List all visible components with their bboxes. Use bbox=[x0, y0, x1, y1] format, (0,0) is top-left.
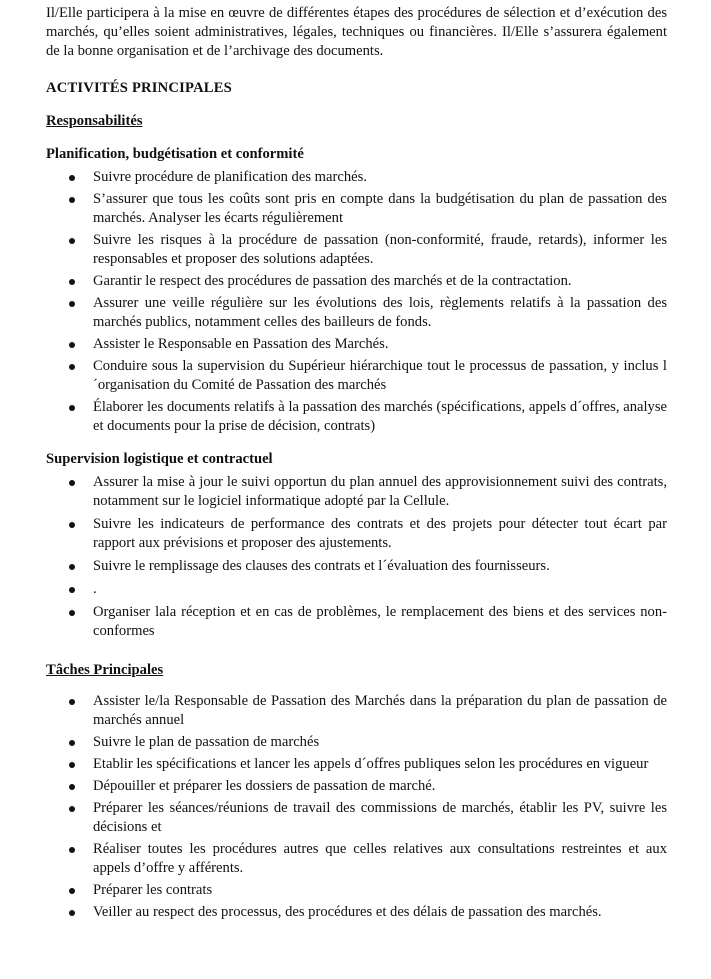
list-item-text: Élaborer les documents relatifs à la passation des marchés (spécifications, appels d´offres, analyse et documents pour la prise de décision, contrats) bbox=[93, 399, 667, 434]
list-item-text: Dépouiller et préparer les dossiers de passation de marché. bbox=[93, 778, 436, 794]
list-item bbox=[46, 840, 667, 878]
list-item bbox=[46, 777, 667, 796]
list-item-text: Conduire sous la supervision du Supérieur hiérarchique tout le processus de passation, y inclus l´organisation du Comité de Passation des marchés bbox=[93, 358, 667, 393]
list-item bbox=[46, 231, 667, 269]
bullet-icon bbox=[69, 564, 75, 570]
list-item bbox=[46, 881, 667, 900]
bullet-icon bbox=[69, 910, 75, 916]
bullet-icon bbox=[69, 342, 75, 348]
list-item bbox=[46, 335, 667, 354]
taches-list bbox=[46, 692, 667, 922]
bullet-icon bbox=[69, 301, 75, 307]
bullet-icon bbox=[69, 522, 75, 528]
list-item bbox=[46, 733, 667, 752]
bullet-icon bbox=[69, 610, 75, 616]
list-item bbox=[46, 515, 667, 553]
list-item bbox=[46, 190, 667, 228]
list-item bbox=[46, 799, 667, 837]
list-item bbox=[46, 603, 667, 641]
list-item-text: . bbox=[93, 581, 97, 597]
bullet-icon bbox=[69, 847, 75, 853]
list-item-text: Assurer la mise à jour le suivi opportun du plan annuel des approvisionnement suivi des contrats, notamment sur le logiciel informatique adopté par la Cellule. bbox=[93, 474, 667, 509]
list-item bbox=[46, 357, 667, 395]
list-item bbox=[46, 903, 667, 922]
bullet-icon bbox=[69, 364, 75, 370]
list-item-text: Assister le/la Responsable de Passation des Marchés dans la préparation du plan de passation de marchés annuel bbox=[93, 693, 667, 728]
responsabilites-heading: Responsabilités bbox=[46, 113, 143, 129]
list-item-text: Assurer une veille régulière sur les évolutions des lois, règlements relatifs à la passation des marchés publics, notamment celles des bailleurs de fonds. bbox=[93, 295, 667, 330]
list-item-text: S’assurer que tous les coûts sont pris en compte dans la budgétisation du plan de passation des marchés. Analyser les écarts régulièrement bbox=[93, 191, 667, 226]
bullet-icon bbox=[69, 238, 75, 244]
list-item bbox=[46, 557, 667, 576]
list-item-text: Préparer les contrats bbox=[93, 882, 213, 898]
list-item-text: Préparer les séances/réunions de travail des commissions de marchés, établir les PV, suivre les décisions et bbox=[93, 800, 667, 835]
bullet-icon bbox=[69, 806, 75, 812]
section2-heading: Supervision logistique et contractuel bbox=[46, 451, 273, 467]
list-item-text: Suivre les risques à la procédure de passation (non-conformité, fraude, retards), informer les responsables et proposer des solutions adaptées. bbox=[93, 232, 667, 267]
bullet-icon bbox=[69, 740, 75, 746]
list-item-text: Organiser lala réception et en cas de problèmes, le remplacement des biens et des services non-conformes bbox=[93, 604, 667, 639]
list-item-text: Assister le Responsable en Passation des Marchés. bbox=[93, 336, 389, 352]
list-item bbox=[46, 294, 667, 332]
bullet-icon bbox=[69, 175, 75, 181]
list-item bbox=[46, 272, 667, 291]
intro-paragraph: Il/Elle participera à la mise en œuvre de différentes étapes des procédures de sélection et d’exécution des marchés, qu’elles soient administratives, légales, techniques ou financières. Il/Elle s’assurera également de la bonne organisation et de l’archivage des documents. bbox=[46, 5, 667, 59]
bullet-icon bbox=[69, 279, 75, 285]
bullet-icon bbox=[69, 405, 75, 411]
bullet-icon bbox=[69, 480, 75, 486]
list-item-text: Suivre le plan de passation de marchés bbox=[93, 734, 320, 750]
list-item bbox=[46, 168, 667, 187]
list-item-text: Suivre procédure de planification des marchés. bbox=[93, 169, 367, 185]
section1-heading: Planification, budgétisation et conformité bbox=[46, 146, 304, 162]
list-item-text: Réaliser toutes les procédures autres que celles relatives aux consultations restreintes et aux appels d’offre y afférents. bbox=[93, 841, 667, 876]
bullet-icon bbox=[69, 784, 75, 790]
list-item-text: Suivre le remplissage des clauses des contrats et l´évaluation des fournisseurs. bbox=[93, 558, 550, 574]
list-item bbox=[46, 473, 667, 511]
bullet-icon bbox=[69, 888, 75, 894]
list-item bbox=[46, 398, 667, 436]
list-item-text: Veiller au respect des processus, des procédures et des délais de passation des marchés. bbox=[93, 904, 602, 920]
list-item-text: Suivre les indicateurs de performance des contrats et des projets pour détecter tout écart par rapport aux prévisions et proposer des ajustements. bbox=[93, 516, 667, 551]
bullet-icon bbox=[69, 197, 75, 203]
bullet-icon bbox=[69, 587, 75, 593]
list-item-text: Etablir les spécifications et lancer les appels d´offres publiques selon les procédures en vigueur bbox=[93, 756, 649, 772]
list-item bbox=[46, 692, 667, 730]
section1-list bbox=[46, 168, 667, 436]
page-title: ACTIVITÉS PRINCIPALES bbox=[46, 80, 232, 96]
taches-heading: Tâches Principales bbox=[46, 662, 164, 678]
bullet-icon bbox=[69, 762, 75, 768]
list-item bbox=[46, 580, 667, 599]
bullet-icon bbox=[69, 699, 75, 705]
list-item bbox=[46, 755, 667, 774]
list-item-text: Garantir le respect des procédures de passation des marchés et de la contractation. bbox=[93, 273, 572, 289]
section2-list bbox=[46, 473, 667, 641]
